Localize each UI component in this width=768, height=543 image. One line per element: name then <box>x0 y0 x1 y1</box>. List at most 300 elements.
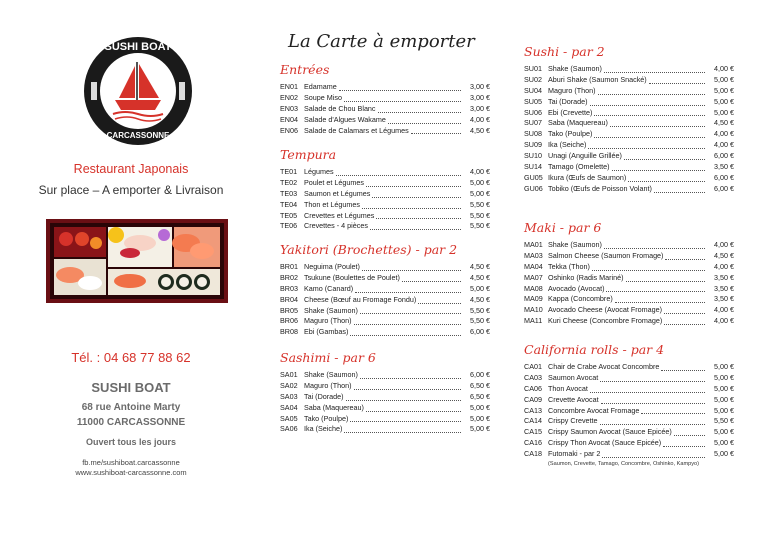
item-code: CA03 <box>524 372 542 382</box>
section-sashimi <box>280 350 490 435</box>
item-code: SU08 <box>524 129 542 139</box>
item-code: CA14 <box>524 416 542 426</box>
item-name: Tobiko (Œufs de Poisson Volant) <box>548 183 652 193</box>
item-name: Salmon Cheese (Saumon Fromage) <box>548 250 664 260</box>
item-name: Ika (Seiche) <box>304 424 343 434</box>
item-code: TE02 <box>280 177 298 187</box>
menu-item <box>280 295 490 306</box>
item-code: BR03 <box>280 283 298 293</box>
item-price: 4,00 € <box>714 140 734 150</box>
item-price: 6,00 € <box>470 327 490 337</box>
leader-dots <box>674 435 705 436</box>
leader-dots <box>588 148 705 149</box>
item-price: 5,50 € <box>470 316 490 326</box>
section-maki <box>524 220 734 327</box>
leader-dots <box>612 170 705 171</box>
menu-item <box>524 140 734 151</box>
item-price: 6,00 € <box>470 369 490 379</box>
item-price: 5,00 € <box>714 107 734 117</box>
item-code: GU05 <box>524 172 543 182</box>
item-name: Ika (Seiche) <box>548 140 587 150</box>
item-price: 4,00 € <box>714 316 734 326</box>
item-price: 5,50 € <box>470 199 490 209</box>
item-code: CA01 <box>524 361 542 371</box>
item-price: 4,50 € <box>714 118 734 128</box>
leader-dots <box>378 112 461 113</box>
menu-item <box>524 240 734 251</box>
item-name: Tsukune (Boulettes de Poulet) <box>304 272 400 282</box>
menu-item <box>280 126 490 137</box>
menu-item <box>524 416 734 427</box>
item-price: 4,00 € <box>714 305 734 315</box>
item-name: Tamago (Omelette) <box>548 162 610 171</box>
section-title: Entrées <box>280 62 330 77</box>
item-price: 3,50 € <box>714 272 734 282</box>
leader-dots <box>592 270 705 271</box>
leader-dots <box>594 137 705 138</box>
item-price: 4,00 € <box>470 166 490 176</box>
item-price: 3,50 € <box>714 294 734 304</box>
item-price: 4,00 € <box>714 261 734 271</box>
item-name: Futomaki - par 2 <box>548 449 601 459</box>
menu-item <box>524 373 734 384</box>
item-name: Crevette Avocat <box>548 394 599 404</box>
item-code: EN06 <box>280 125 298 135</box>
item-name: Ikura (Œufs de Saumon) <box>548 172 627 182</box>
menu-item <box>280 262 490 273</box>
menu-item <box>280 424 490 435</box>
item-name: Aburi Shake (Saumon Snacké) <box>548 74 647 84</box>
item-price: 5,00 € <box>470 283 490 293</box>
item-price: 3,00 € <box>470 103 490 113</box>
leader-dots <box>344 101 461 102</box>
leader-dots <box>354 389 461 390</box>
item-price: 5,00 € <box>470 413 490 423</box>
item-name: Thon et Légumes <box>304 199 360 209</box>
menu-item <box>524 438 734 449</box>
item-name: Shake (Saumon) <box>304 305 358 315</box>
menu-item <box>524 427 734 438</box>
item-price: 4,50 € <box>470 294 490 304</box>
menu-item <box>280 221 490 232</box>
menu-item <box>524 362 734 373</box>
leader-dots <box>370 229 461 230</box>
item-name: Tai (Dorade) <box>548 96 588 106</box>
phone-number: Tél. : 04 68 77 88 62 <box>71 350 191 365</box>
item-price: 5,00 € <box>714 427 734 437</box>
menu-item <box>280 104 490 115</box>
leader-dots <box>654 192 705 193</box>
item-code: BR02 <box>280 272 298 282</box>
leader-dots <box>336 175 461 176</box>
menu-item <box>280 327 490 338</box>
item-code: TE05 <box>280 210 298 220</box>
item-name: Maguro (Thon) <box>304 380 352 390</box>
item-price: 5,00 € <box>714 394 734 404</box>
item-name: Kuri Cheese (Concombre Fromage) <box>548 316 663 326</box>
item-name: Saba (Maquereau) <box>304 402 364 412</box>
menu-item <box>280 284 490 295</box>
item-name: Oshinko (Radis Mariné) <box>548 272 624 282</box>
menu-item <box>524 129 734 140</box>
leader-dots <box>602 457 705 458</box>
item-code: SA02 <box>280 380 298 390</box>
section-title: California rolls - par 4 <box>524 342 665 357</box>
leader-dots <box>376 218 461 219</box>
leader-dots <box>598 94 705 95</box>
item-price: 4,00 € <box>714 63 734 73</box>
leader-dots <box>663 446 705 447</box>
item-code: CA06 <box>524 383 542 393</box>
item-price: 6,00 € <box>714 183 734 193</box>
section-yakitori <box>280 242 490 338</box>
leader-dots <box>601 403 705 404</box>
leader-dots <box>664 324 705 325</box>
item-code: BR08 <box>280 327 298 337</box>
item-code: BR06 <box>280 316 298 326</box>
item-code: BR05 <box>280 305 298 315</box>
leader-dots <box>354 324 461 325</box>
menu-item <box>280 82 490 93</box>
section-entrees <box>280 62 490 136</box>
leader-dots <box>350 335 461 336</box>
item-code: CA15 <box>524 427 542 437</box>
item-list <box>524 64 734 195</box>
item-code: CA16 <box>524 438 542 448</box>
item-name: Crevettes et Légumes <box>304 210 375 220</box>
item-price: 3,50 € <box>714 283 734 293</box>
leader-dots <box>350 421 461 422</box>
menu-item <box>280 381 490 392</box>
leader-dots <box>355 292 461 293</box>
item-name: Shake (Saumon) <box>548 239 602 249</box>
item-name: Crispy Crevette <box>548 416 598 426</box>
leader-dots <box>626 281 706 282</box>
item-price: 4,50 € <box>470 272 490 282</box>
leader-dots <box>649 83 705 84</box>
item-name: Tako (Poulpe) <box>304 413 349 423</box>
item-code: TE03 <box>280 188 298 198</box>
item-code: TE06 <box>280 221 298 231</box>
item-name: Saumon et Légumes <box>304 188 371 198</box>
item-name: Shake (Saumon) <box>304 369 358 379</box>
item-name: Salade d'Algues Wakame <box>304 114 386 124</box>
leader-dots <box>600 381 705 382</box>
item-code: EN02 <box>280 92 298 102</box>
service-options: Sur place – A emporter & Livraison <box>38 183 224 197</box>
leader-dots <box>411 133 461 134</box>
menu-item <box>280 93 490 104</box>
restaurant-panel <box>0 0 262 543</box>
item-code: SA05 <box>280 413 298 423</box>
item-name: Neguima (Poulet) <box>304 261 360 271</box>
section-california <box>524 342 734 468</box>
leader-dots <box>590 392 705 393</box>
item-code: MA11 <box>524 316 543 326</box>
leader-dots <box>610 126 705 127</box>
item-name: Tekka (Thon) <box>548 261 590 271</box>
item-code: SA06 <box>280 424 298 434</box>
item-code: CA09 <box>524 394 542 404</box>
menu-item <box>280 316 490 327</box>
menu-item <box>280 392 490 403</box>
section-title: Sashimi - par 6 <box>280 350 376 365</box>
city-address: 11000 CARCASSONNE <box>76 417 186 428</box>
item-code: CA13 <box>524 405 542 415</box>
leader-dots <box>362 208 461 209</box>
leader-dots <box>600 424 705 425</box>
item-price: 5,00 € <box>470 424 490 434</box>
item-name: Ebi (Crevette) <box>548 107 593 117</box>
item-price: 5,00 € <box>470 188 490 198</box>
futomaki-note: (Saumon, Crevette, Tamago, Concombre, Oshinko, Kampyo) <box>548 461 699 468</box>
item-name: Kappa (Concombre) <box>548 294 613 304</box>
item-list <box>280 370 490 435</box>
item-price: 4,00 € <box>714 239 734 249</box>
menu-item <box>524 449 734 460</box>
restaurant-type: Restaurant Japonais <box>73 162 189 176</box>
menu-item <box>524 384 734 395</box>
menu-item <box>280 115 490 126</box>
menu-item <box>524 86 734 97</box>
leader-dots <box>418 303 461 304</box>
item-code: TE01 <box>280 166 298 176</box>
item-name: Tai (Dorade) <box>304 391 344 401</box>
menu-item <box>280 211 490 222</box>
item-price: 6,50 € <box>470 391 490 401</box>
item-code: SU14 <box>524 162 542 171</box>
item-price: 5,50 € <box>470 210 490 220</box>
leader-dots <box>388 123 461 124</box>
item-name: Maguro (Thon) <box>548 85 596 95</box>
item-name: Ebi (Gambas) <box>304 327 349 337</box>
item-code: MA09 <box>524 294 543 304</box>
item-price: 5,00 € <box>470 402 490 412</box>
leader-dots <box>590 105 705 106</box>
item-price: 4,00 € <box>714 129 734 139</box>
item-price: 5,00 € <box>714 383 734 393</box>
menu-item <box>280 178 490 189</box>
item-price: 5,00 € <box>714 85 734 95</box>
item-price: 5,00 € <box>714 96 734 106</box>
item-price: 5,00 € <box>714 438 734 448</box>
leader-dots <box>402 281 461 282</box>
leader-dots <box>606 291 705 292</box>
section-sushi <box>524 44 734 195</box>
item-price: 5,50 € <box>470 221 490 231</box>
item-code: MA01 <box>524 239 543 249</box>
item-name: Tako (Poulpe) <box>548 129 593 139</box>
item-price: 5,50 € <box>714 416 734 426</box>
menu-item <box>524 118 734 129</box>
item-code: MA04 <box>524 261 543 271</box>
item-name: Crispy Saumon Avocat (Sauce Epicée) <box>548 427 672 437</box>
item-price: 5,00 € <box>714 74 734 84</box>
item-name: Thon Avocat <box>548 383 588 393</box>
menu-item <box>524 64 734 75</box>
item-name: Unagi (Anguille Grillée) <box>548 151 622 161</box>
item-list <box>524 240 734 327</box>
menu-item <box>524 273 734 284</box>
item-code: TE04 <box>280 199 298 209</box>
item-code: SU02 <box>524 74 542 84</box>
menu-item <box>280 200 490 211</box>
item-price: 5,00 € <box>714 449 734 459</box>
item-name: Avocado (Avocat) <box>548 283 605 293</box>
leader-dots <box>661 370 705 371</box>
item-code: SU07 <box>524 118 542 128</box>
item-code: EN04 <box>280 114 298 124</box>
item-name: Crispy Thon Avocat (Sauce Epicée) <box>548 438 662 448</box>
restaurant-name: SUSHI BOAT <box>91 380 171 395</box>
item-code: SA03 <box>280 391 298 401</box>
item-price: 5,00 € <box>714 361 734 371</box>
item-name: Shake (Saumon) <box>548 63 602 73</box>
menu-item <box>280 273 490 284</box>
item-code: SA04 <box>280 402 298 412</box>
leader-dots <box>628 181 705 182</box>
menu-item <box>280 167 490 178</box>
item-code: MA03 <box>524 250 543 260</box>
leader-dots <box>604 248 705 249</box>
item-code: SU01 <box>524 63 542 73</box>
item-price: 5,50 € <box>470 305 490 315</box>
item-list <box>524 362 734 460</box>
section-title: Maki - par 6 <box>524 220 602 235</box>
svg-text:CARCASSONNE: CARCASSONNE <box>106 131 170 140</box>
leader-dots <box>339 90 461 91</box>
item-price: 3,00 € <box>470 81 490 91</box>
item-name: Salade de Calamars et Légumes <box>304 125 409 135</box>
leader-dots <box>346 400 461 401</box>
leader-dots <box>360 378 461 379</box>
item-code: CA18 <box>524 449 542 459</box>
menu-item <box>280 414 490 425</box>
section-tempura <box>280 147 490 232</box>
leader-dots <box>372 197 461 198</box>
sushi-boat-logo <box>83 36 193 146</box>
section-title: Sushi - par 2 <box>524 44 605 59</box>
item-name: Saumon Avocat <box>548 372 599 382</box>
menu-item <box>524 151 734 162</box>
leader-dots <box>594 115 705 116</box>
menu-item <box>280 403 490 414</box>
item-code: SU09 <box>524 140 542 150</box>
item-code: BR04 <box>280 294 298 304</box>
menu-item <box>524 251 734 262</box>
page-title: La Carte à emporter <box>288 31 475 52</box>
menu-item <box>280 189 490 200</box>
leader-dots <box>360 313 461 314</box>
menu-item <box>524 406 734 417</box>
item-code: SU05 <box>524 96 542 106</box>
item-code: EN01 <box>280 81 298 91</box>
item-name: Chair de Crabe Avocat Concombre <box>548 361 660 371</box>
leader-dots <box>665 259 705 260</box>
item-price: 3,50 € <box>714 162 734 171</box>
menu-item <box>524 97 734 108</box>
menu-item <box>524 395 734 406</box>
menu-item <box>524 316 734 327</box>
item-price: 3,00 € <box>470 92 490 102</box>
item-price: 6,00 € <box>714 172 734 182</box>
item-code: GU06 <box>524 183 543 193</box>
item-list <box>280 82 490 136</box>
item-list <box>280 262 490 338</box>
item-code: EN03 <box>280 103 298 113</box>
leader-dots <box>362 270 461 271</box>
item-name: Crevettes - 4 pièces <box>304 221 368 231</box>
menu-item <box>524 173 734 184</box>
menu-item <box>524 262 734 273</box>
item-code: SU10 <box>524 151 542 161</box>
item-name: Maguro (Thon) <box>304 316 352 326</box>
menu-item <box>524 162 734 173</box>
item-price: 5,00 € <box>470 177 490 187</box>
item-name: Salade de Chou Blanc <box>304 103 376 113</box>
menu-item <box>280 370 490 381</box>
leader-dots <box>366 186 461 187</box>
menu-item <box>524 75 734 86</box>
item-code: BR01 <box>280 261 298 271</box>
opening-hours: Ouvert tous les jours <box>85 437 177 447</box>
item-code: MA07 <box>524 272 543 282</box>
item-price: 4,00 € <box>470 114 490 124</box>
menu-item <box>524 294 734 305</box>
item-name: Soupe Miso <box>304 92 342 102</box>
svg-text:SUSHI BOAT: SUSHI BOAT <box>104 41 172 53</box>
item-code: SA01 <box>280 369 298 379</box>
leader-dots <box>624 159 705 160</box>
item-name: Cheese (Bœuf au Fromage Fondu) <box>304 294 417 304</box>
item-price: 6,50 € <box>470 380 490 390</box>
menu-item <box>524 284 734 295</box>
item-price: 6,00 € <box>714 151 734 161</box>
leader-dots <box>664 313 705 314</box>
item-list <box>280 167 490 232</box>
item-name: Saba (Maquereau) <box>548 118 608 128</box>
item-name: Poulet et Légumes <box>304 177 364 187</box>
section-title: Tempura <box>280 147 337 162</box>
item-price: 4,50 € <box>470 261 490 271</box>
menu-item <box>524 184 734 195</box>
menu-item <box>524 108 734 119</box>
item-price: 5,00 € <box>714 405 734 415</box>
item-name: Concombre Avocat Fromage <box>548 405 640 415</box>
facebook-link: fb.me/sushiboat.carcassonne <box>82 458 180 467</box>
item-name: Kamo (Canard) <box>304 283 354 293</box>
item-price: 4,50 € <box>470 125 490 135</box>
leader-dots <box>344 432 461 433</box>
leader-dots <box>604 72 705 73</box>
item-name: Edamame <box>304 81 337 91</box>
item-code: MA10 <box>524 305 543 315</box>
street-address: 68 rue Antoine Marty <box>81 402 181 413</box>
item-price: 4,50 € <box>714 250 734 260</box>
menu-item <box>280 306 490 317</box>
leader-dots <box>641 413 705 414</box>
website-link: www.sushiboat-carcassonne.com <box>75 468 187 477</box>
item-name: Avocado Cheese (Avocat Fromage) <box>548 305 662 315</box>
item-code: MA08 <box>524 283 543 293</box>
item-code: SU04 <box>524 85 542 95</box>
section-title: Yakitori (Brochettes) - par 2 <box>280 242 458 257</box>
item-code: SU06 <box>524 107 542 117</box>
leader-dots <box>615 302 705 303</box>
item-name: Légumes <box>304 166 334 176</box>
menu-item <box>524 305 734 316</box>
bento-photo <box>46 213 228 305</box>
